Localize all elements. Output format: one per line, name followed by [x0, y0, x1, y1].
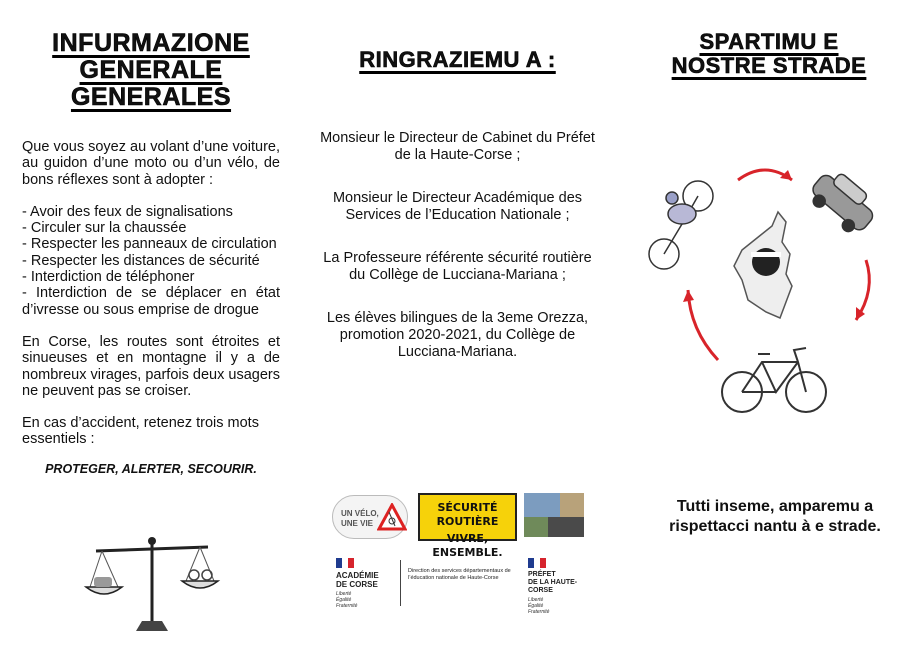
divider — [400, 560, 401, 606]
corse-paragraph: En Corse, les routes sont étroites et sinueuses et en montagne il y a de nombreux virages, parfois deux usagers ne peuvent pas se croiser. — [22, 333, 280, 399]
thanks-item: Les élèves bilingues de la 3eme Orezza, promotion 2020-2021, du Collège de Lucciana-Mariana. — [326, 310, 589, 360]
thanks-item: La Professeure référente sécurité routière du Collège de Lucciana-Mariana ; — [323, 250, 592, 283]
sharing-column — [630, 0, 908, 650]
french-flag-icon — [528, 558, 546, 568]
scales-icon — [82, 535, 222, 635]
motorcycle-icon — [649, 181, 713, 269]
securite-routiere-logo: SÉCURITÉ ROUTIÈRE VIVRE, ENSEMBLE. — [418, 493, 517, 541]
thanks-list — [320, 130, 595, 361]
thanks-title: RINGRAZIEMU A : — [359, 47, 556, 72]
info-column — [22, 0, 280, 650]
list-item: - Respecter les panneaux de circulation — [22, 236, 277, 253]
corsica-map-icon — [734, 212, 792, 318]
velo-logo: UN VÉLO, UNE VIE — [332, 495, 408, 539]
prefet-logo: PRÉFET DE LA HAUTE- CORSE Liberté Égalité Fraternité — [528, 558, 594, 614]
slogan: PROTEGER, ALERTER, SECOURIR. — [45, 461, 257, 476]
info-title: INFURMAZIONE GENERALE GENERALES — [52, 29, 250, 111]
intro-paragraph: Que vous soyez au volant d’une voiture, au guidon d’une moto ou d’un vélo, de bons réflexes sont à adopter : — [22, 139, 280, 188]
french-flag-icon — [336, 558, 354, 568]
motto: Tutti inseme, amparemu a rispettacci nantu à e strade. — [669, 498, 881, 535]
reflex-list — [22, 204, 280, 318]
accident-paragraph: En cas d’accident, retenez trois mots essentiels : — [22, 415, 259, 448]
thanks-item: Monsieur le Directeur de Cabinet du Préfet de la Haute-Corse ; — [320, 130, 595, 163]
warning-triangle-icon — [377, 503, 407, 531]
sharing-title: SPARTIMU E NOSTRE STRADE — [671, 29, 867, 78]
list-item: - Circuler sur la chaussée — [22, 220, 187, 237]
thanks-item: Monsieur le Directeur Académique des Services de l’Education Nationale ; — [332, 190, 583, 223]
bicycle-icon — [722, 348, 826, 412]
academie-logo: ACADÉMIE DE CORSE Liberté Égalité Fraternité — [336, 558, 408, 614]
photo-collage — [524, 493, 584, 537]
direction-text: Direction des services départementaux de l’éducation nationale de Haute-Corse — [408, 568, 511, 581]
car-icon — [805, 165, 883, 240]
list-item: - Respecter les distances de sécurité — [22, 252, 260, 269]
list-item: - Interdiction de téléphoner — [22, 269, 195, 286]
list-item: - Interdiction de se déplacer en état d’ivresse ou sous emprise de drogue — [22, 285, 280, 318]
list-item: - Avoir des feux de signalisations — [22, 203, 233, 220]
info-body — [22, 139, 280, 448]
road-users-cycle-illustration — [630, 150, 908, 420]
thanks-column — [320, 0, 595, 650]
